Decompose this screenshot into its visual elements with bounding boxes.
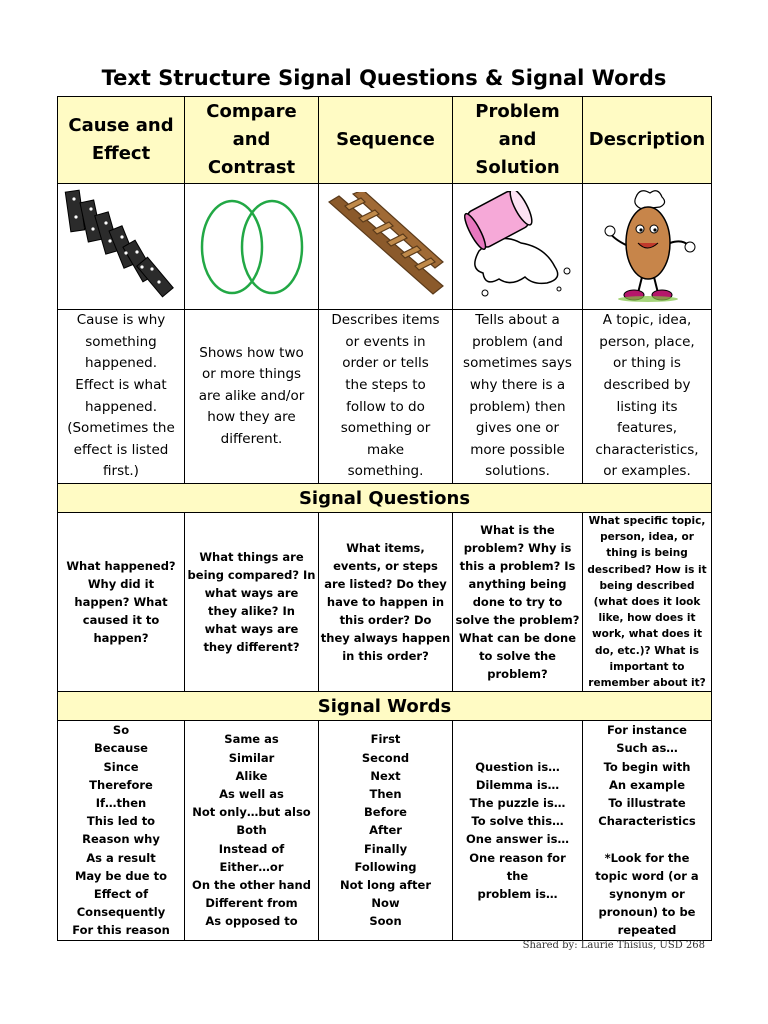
description-cell: Shows how two or more things are alike and/or how they are different.: [185, 310, 319, 484]
venn-diagram-icon: [192, 197, 312, 297]
signal-question-cell: What is the problem? Why is this a problem? Is anything being done to try to solve the problem? What can be done to solve the problem?: [453, 513, 583, 692]
signal-words-cell: First Second Next Then Before After Finally Following Not long after Now Soon: [319, 721, 453, 940]
description-cell: A topic, idea, person, place, or thing is described by listing its features, characteristics, or examples.: [583, 310, 712, 484]
description-cell: Tells about a problem (and sometimes says why there is a problem) then gives one or more possible solutions.: [453, 310, 583, 484]
header-description: Description: [583, 97, 712, 184]
signal-questions-row: [58, 513, 712, 692]
dominoes-icon: [62, 187, 180, 307]
header-sequence: Sequence: [319, 97, 453, 184]
header-row: [58, 97, 712, 184]
ladder-icon: [327, 192, 445, 302]
signal-question-cell: What items, events, or steps are listed? Do they have to happen in this order? Do they always happen in this order?: [319, 513, 453, 692]
signal-question-cell: What happened? Why did it happen? What caused it to happen?: [58, 513, 185, 692]
signal-words-row: [58, 721, 712, 940]
description-row: [58, 310, 712, 484]
text-structure-table: [57, 96, 712, 941]
header-compare-contrast: Compare and Contrast: [185, 97, 319, 184]
spilled-glass-icon: [459, 191, 577, 303]
signal-words-heading-row: [58, 692, 712, 721]
potato-chef-icon: [588, 189, 706, 305]
signal-words-cell: So Because Since Therefore If…then This led to Reason why As a result May be due to Effect of Consequently For this reason: [58, 721, 185, 940]
description-cell: Describes items or events in order or tells the steps to follow to do something or make something.: [319, 310, 453, 484]
header-cause-effect: Cause and Effect: [58, 97, 185, 184]
signal-words-cell: For instance Such as… To begin with An example To illustrate Characteristics *Look for the topic word (or a synonym or pronoun) to be repeated: [583, 721, 712, 940]
signal-words-cell: Same as Similar Alike As well as Not only…but also Both Instead of Either…or On the other hand Different from As opposed to: [185, 721, 319, 940]
credit-line: Shared by: Laurie Thisius, USD 268: [522, 940, 705, 951]
signal-question-cell: What things are being compared? In what ways are they alike? In what ways are they different?: [185, 513, 319, 692]
signal-words-cell: Question is… Dilemma is… The puzzle is… To solve this… One answer is… One reason for the problem is…: [453, 721, 583, 940]
header-problem-solution: Problem and Solution: [453, 97, 583, 184]
page-title: Text Structure Signal Questions & Signal Words: [101, 66, 667, 90]
signal-question-cell: What specific topic, person, idea, or thing is being described? How is it being described (what does it look like, how does it work, what does it do, etc.)? What is important to remember about it?: [583, 513, 712, 692]
signal-questions-heading: Signal Questions: [58, 484, 712, 513]
picture-row: [58, 184, 712, 310]
signal-questions-heading-row: [58, 484, 712, 513]
description-cell: Cause is why something happened. Effect is what happened. (Sometimes the effect is listed first.): [58, 310, 185, 484]
signal-words-heading: Signal Words: [58, 692, 712, 721]
